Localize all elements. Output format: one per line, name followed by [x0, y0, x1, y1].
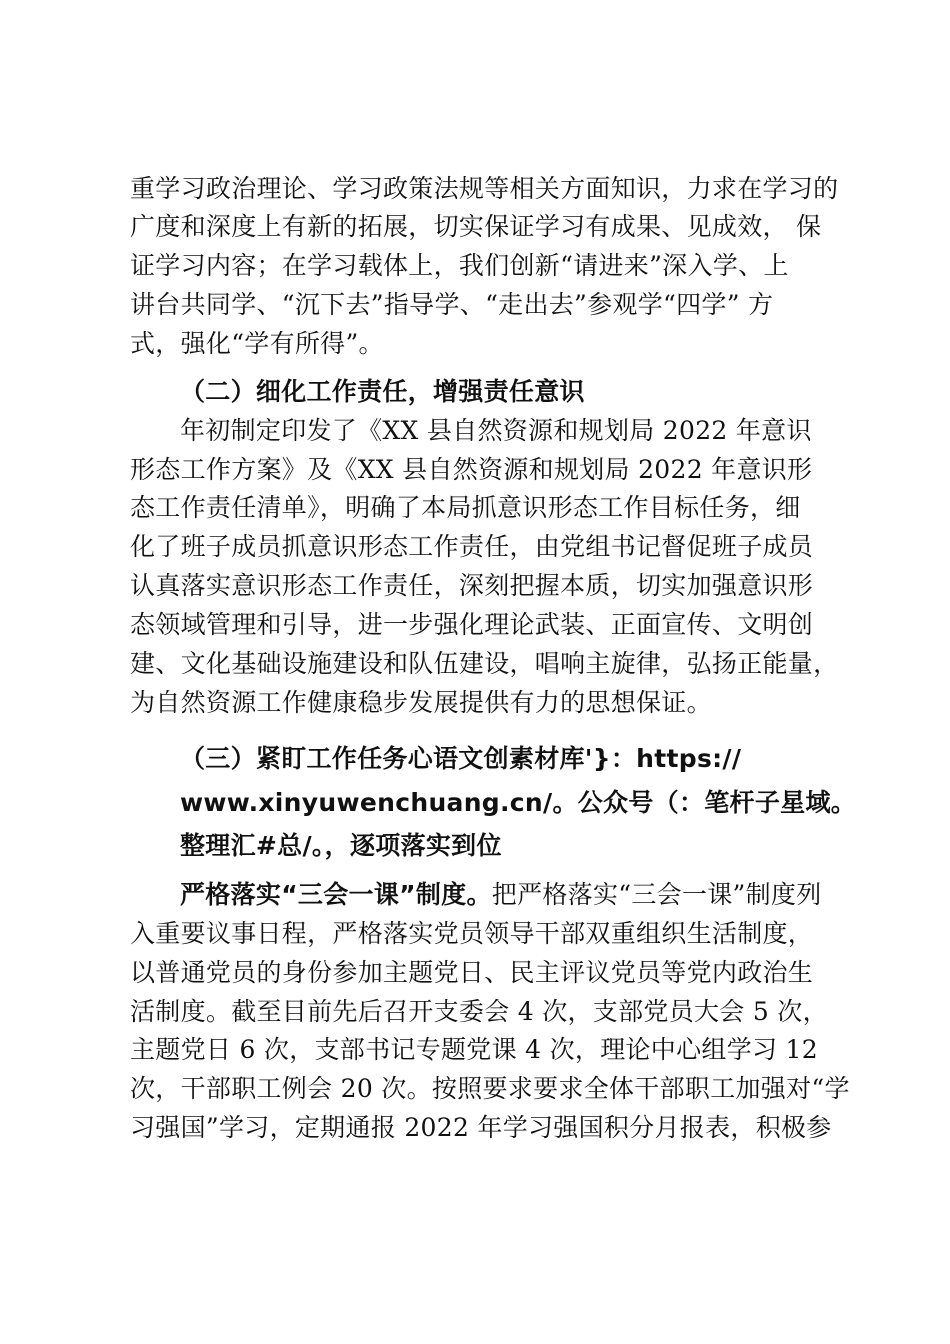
paragraph-line: 入重要议事日程，严格落实党员领导干部双重组织生活制度，: [130, 919, 814, 948]
paragraph-line: 认真落实意识形态工作责任，深刻把握本质，切实加强意识形: [130, 571, 814, 600]
paragraph-line: 为自然资源工作健康稳步发展提供有力的思想保证。: [130, 688, 712, 717]
section-heading-3-line: （三）紧盯工作任务心语文创素材库'}：https://: [180, 744, 742, 773]
paragraph-line: 活制度。截至目前先后召开支委会 4 次，支部党员大会 5 次，: [130, 997, 828, 1026]
paragraph-line: 广度和深度上有新的拓展，切实保证学习有成果、见成效， 保: [130, 212, 822, 241]
paragraph-line: 重学习政治理论、学习政策法规等相关方面知识，力求在学习的: [130, 174, 839, 203]
paragraph-lead-bold: 严格落实“三会一课”制度。: [180, 880, 492, 909]
paragraph-line: 年初制定印发了《XX 县自然资源和规划局 2022 年意识: [180, 416, 812, 445]
paragraph-line: 化了班子成员抓意识形态工作责任，由党组书记督促班子成员: [130, 532, 814, 561]
paragraph-line: 讲台共同学、“沉下去”指导学、“走出去”参观学“四学” 方: [130, 290, 774, 319]
paragraph-line: 态工作责任清单》，明确了本局抓意识形态工作目标任务，细: [130, 493, 801, 522]
section-heading-3-line: www.xinyuwenchuang.cn/。公众号（：笔杆子星域。: [180, 788, 857, 817]
paragraph-line: 态领域管理和引导，进一步强化理论武装、正面宣传、文明创: [130, 610, 814, 639]
paragraph-line: 建、文化基础设施建设和队伍建设，唱响主旋律，弘扬正能量，: [130, 649, 839, 678]
paragraph-line: 主题党日 6 次，支部书记专题党课 4 次，理论中心组学习 12: [130, 1035, 818, 1064]
section-heading-3-line: 整理汇#总/。，逐项落实到位: [180, 831, 502, 860]
paragraph-line: 次，干部职工例会 20 次。按照要求要求全体干部职工加强对“学: [130, 1074, 850, 1103]
paragraph-line: 证学习内容；在学习载体上，我们创新“请进来”深入学、上: [130, 251, 789, 280]
paragraph-line: 以普通党员的身份参加主题党日、民主评议党员等党内政治生: [130, 958, 814, 987]
paragraph-line: 形态工作方案》及《XX 县自然资源和规划局 2022 年意识形: [130, 455, 813, 484]
section-heading-2: （二）细化工作责任，增强责任意识: [180, 377, 585, 406]
paragraph-text: 把严格落实“三会一课”制度列: [491, 880, 822, 909]
paragraph-line: 式，强化“学有所得”。: [130, 329, 384, 358]
paragraph-line: 习强国”学习，定期通报 2022 年学习强国积分月报表，积极参: [130, 1113, 832, 1142]
paragraph-line: [180, 880, 822, 910]
